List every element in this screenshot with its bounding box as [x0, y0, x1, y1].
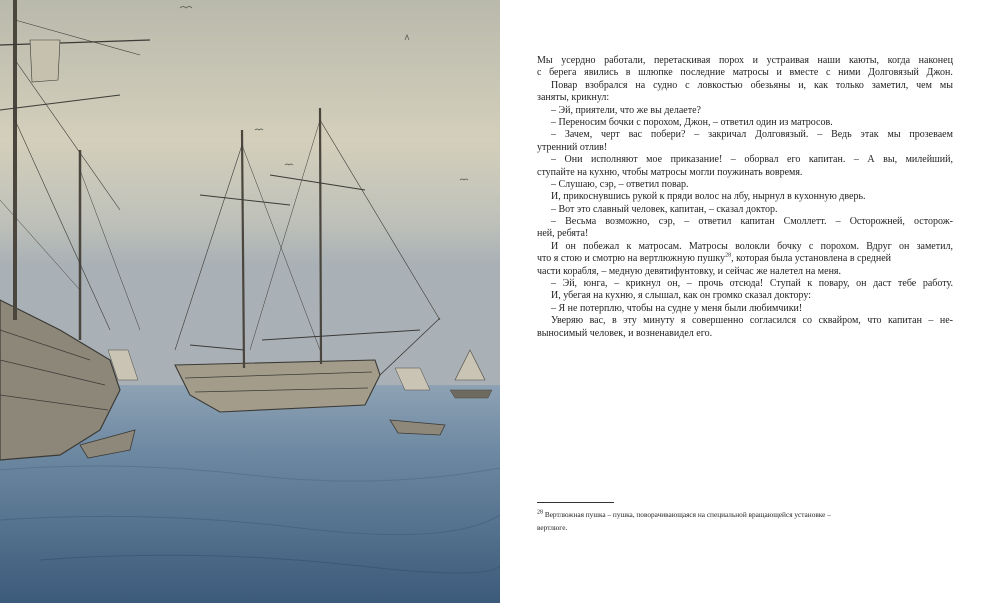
word: берега — [549, 67, 577, 79]
word: обезьяны — [750, 79, 791, 91]
text-line-content: ней, ребята! — [537, 228, 589, 240]
text-line — [537, 228, 953, 240]
word: Повар — [551, 79, 578, 91]
word: вы, — [883, 154, 898, 166]
word: тебе — [898, 278, 917, 290]
text-line-content: заняты, крикнул: — [537, 92, 610, 104]
word: Осторожней, — [849, 216, 905, 228]
word: он — [565, 240, 576, 252]
footnote-divider — [537, 502, 614, 503]
word: он — [898, 240, 910, 252]
word: Вдруг — [866, 240, 892, 252]
word: волокли — [735, 240, 770, 252]
word: бочку — [777, 240, 802, 252]
word: с — [685, 79, 690, 91]
word: Ступай — [769, 278, 801, 290]
text-line — [537, 278, 953, 290]
word: совершенно — [691, 315, 744, 327]
word: А — [867, 154, 875, 166]
footnote-number: 28 — [537, 509, 543, 516]
text-line — [537, 179, 953, 191]
text-line — [537, 315, 953, 327]
word: вас, — [589, 315, 606, 327]
word: Зачем, — [564, 129, 593, 141]
word: И — [551, 240, 559, 252]
word: заметил, — [916, 240, 953, 252]
word: работу. — [922, 278, 953, 290]
word: Эй, — [562, 278, 578, 290]
word: к — [807, 278, 813, 290]
word: чем — [916, 79, 932, 91]
word: каюты, — [848, 55, 880, 66]
word: Джон. — [926, 67, 953, 79]
word: – — [686, 278, 692, 290]
word: в — [612, 315, 617, 327]
text-line-content: – Вот это славный человек, капитан, – сказал доктор. — [551, 203, 778, 215]
word: шлюпке — [638, 67, 673, 79]
word: заметил, — [871, 79, 909, 91]
word: Мы — [537, 55, 553, 66]
word: со — [802, 315, 812, 327]
word: даст — [873, 278, 892, 290]
text-line — [537, 142, 953, 154]
text-line — [537, 303, 953, 315]
text-line-content: И, прикоснувшись рукой к пряди волос на лбу, нырнул в кухонную дверь. — [551, 191, 866, 203]
footnote — [537, 508, 953, 534]
word: работали, — [604, 55, 646, 66]
word: Ведь — [831, 129, 852, 141]
word: прочь — [698, 278, 724, 290]
word: ответил — [698, 216, 732, 228]
word: и — [752, 55, 758, 66]
word: юнга, — [583, 278, 608, 290]
word: Весьма — [565, 216, 597, 228]
text-line — [537, 216, 953, 228]
word: ловкостью — [697, 79, 743, 91]
word: усердно — [561, 55, 596, 66]
word: отсюда! — [729, 278, 764, 290]
word: – — [853, 154, 859, 166]
text-line — [537, 117, 953, 129]
text-line-content: – Эй, приятели, что же вы делаете? — [551, 104, 701, 116]
word: осторож- — [914, 216, 953, 228]
word: мы — [939, 79, 953, 91]
text-line — [537, 191, 953, 203]
footnote-marker[interactable]: 28 — [725, 252, 732, 259]
word: повару, — [818, 278, 850, 290]
text-line — [537, 204, 953, 216]
text-line-content: – Я не потерплю, чтобы на судне у меня были любимчики! — [551, 302, 803, 314]
word: прозеваем — [909, 129, 953, 141]
footnote-line — [537, 508, 953, 521]
word: наши — [817, 55, 841, 66]
text-line-content: части корабля, – медную девятифунтовку, и сейчас же налетел на меня. — [537, 265, 842, 277]
word: Долговязый. — [755, 129, 809, 141]
word: вас — [628, 129, 643, 141]
text-line — [537, 80, 953, 92]
word: перетаскивая — [653, 55, 711, 66]
word: приказание! — [670, 154, 723, 166]
word: Уверяю — [551, 315, 584, 327]
word: Долговязый — [868, 67, 919, 79]
word: – — [684, 216, 690, 228]
word: капитан — [887, 315, 922, 327]
word: на — [635, 79, 646, 91]
text-line — [537, 328, 953, 340]
text-line — [537, 290, 953, 302]
text-line — [537, 241, 953, 253]
word: – — [551, 216, 556, 228]
text-line-content: И, убегая на кухню, я слышал, как он громко сказал доктору: — [551, 290, 811, 302]
text-line-content: – Переносим бочки с порохом, Джон, – ответил один из матросов. — [551, 116, 833, 128]
text-page — [500, 0, 1001, 603]
word: сквайром, — [818, 315, 861, 327]
word: ними — [838, 67, 861, 79]
word: милейший, — [905, 154, 953, 166]
word: закричал — [708, 129, 747, 141]
text-line — [537, 55, 953, 67]
word: порохом. — [820, 240, 859, 252]
word: сэр, — [658, 216, 676, 228]
word: что — [867, 315, 882, 327]
word: только — [835, 79, 864, 91]
word: крикнул — [625, 278, 661, 290]
word: черт — [601, 129, 620, 141]
text-line — [537, 105, 953, 117]
word: с — [826, 67, 831, 79]
text-line — [537, 266, 953, 278]
text-line-content: что я стою и смотрю на вертлюжную пушку — [537, 253, 726, 265]
word: – — [835, 216, 841, 228]
text-line — [537, 167, 953, 179]
word: – — [551, 278, 556, 290]
word: побежал — [583, 240, 620, 252]
word: явились — [584, 67, 619, 79]
word: – — [694, 129, 700, 141]
word: с — [537, 67, 542, 79]
word: устраивая — [766, 55, 809, 66]
word: матросы — [732, 67, 769, 79]
word: как — [813, 79, 828, 91]
text-line-content: утренний отлив! — [537, 141, 608, 153]
word: минуту — [643, 315, 675, 327]
word: вместе — [789, 67, 819, 79]
word: побери? — [650, 129, 686, 141]
text-line-content: выносимый человек, и возненавидел его. — [537, 327, 713, 339]
word: последние — [680, 67, 725, 79]
word: не- — [939, 315, 953, 327]
word: наконец — [918, 55, 953, 66]
word: судно — [653, 79, 678, 91]
word: его — [787, 154, 801, 166]
footnote-text: вертлюге. — [537, 523, 568, 532]
word: мое — [646, 154, 663, 166]
word: порох — [718, 55, 745, 66]
word: исполняют — [590, 154, 638, 166]
word: он, — [667, 278, 681, 290]
word: – — [614, 278, 620, 290]
word: матросам. — [638, 240, 682, 252]
word: когда — [887, 55, 911, 66]
text-line — [537, 154, 953, 166]
word: в — [625, 67, 631, 79]
word: – — [551, 154, 556, 166]
word: капитан — [740, 216, 775, 228]
word: согласился — [749, 315, 797, 327]
word: я — [680, 315, 686, 327]
word: – — [551, 129, 556, 141]
footnote-text: Вертлюжная пушка – пушка, поворачивающаяся на специальной вращающейся установке – — [544, 510, 831, 519]
body-text — [537, 55, 953, 340]
word: – — [928, 315, 934, 327]
word: взобрался — [585, 79, 628, 91]
text-line — [537, 67, 953, 79]
word: Матросы — [688, 240, 728, 252]
word: – — [817, 129, 823, 141]
text-line-content: ступайте на кухню, чтобы матросы могли поужинать вовремя. — [537, 166, 803, 178]
text-line-content: – Слушаю, сэр, – ответил повар. — [551, 178, 689, 190]
word: и — [776, 67, 782, 79]
word: мы — [887, 129, 901, 141]
word: с — [808, 240, 814, 252]
word: Они — [564, 154, 583, 166]
word: капитан. — [808, 154, 846, 166]
word: – — [730, 154, 736, 166]
word: к — [626, 240, 632, 252]
text-line — [537, 92, 953, 104]
word: возможно, — [605, 216, 650, 228]
word: эту — [623, 315, 637, 327]
text-line: что я стою и смотрю на вертлюжную пушку$^{28}$, которая была установлена в средней — [537, 252, 892, 265]
word: и, — [798, 79, 807, 91]
sailing-ships-illustration — [0, 0, 500, 603]
word: он — [856, 278, 867, 290]
text-line-content: которая была установлена в средней — [736, 253, 892, 265]
text-line — [537, 129, 953, 141]
footnote-line — [537, 521, 953, 534]
word: оборвал — [744, 154, 779, 166]
word: этак — [860, 129, 879, 141]
word: Смоллетт. — [783, 216, 827, 228]
